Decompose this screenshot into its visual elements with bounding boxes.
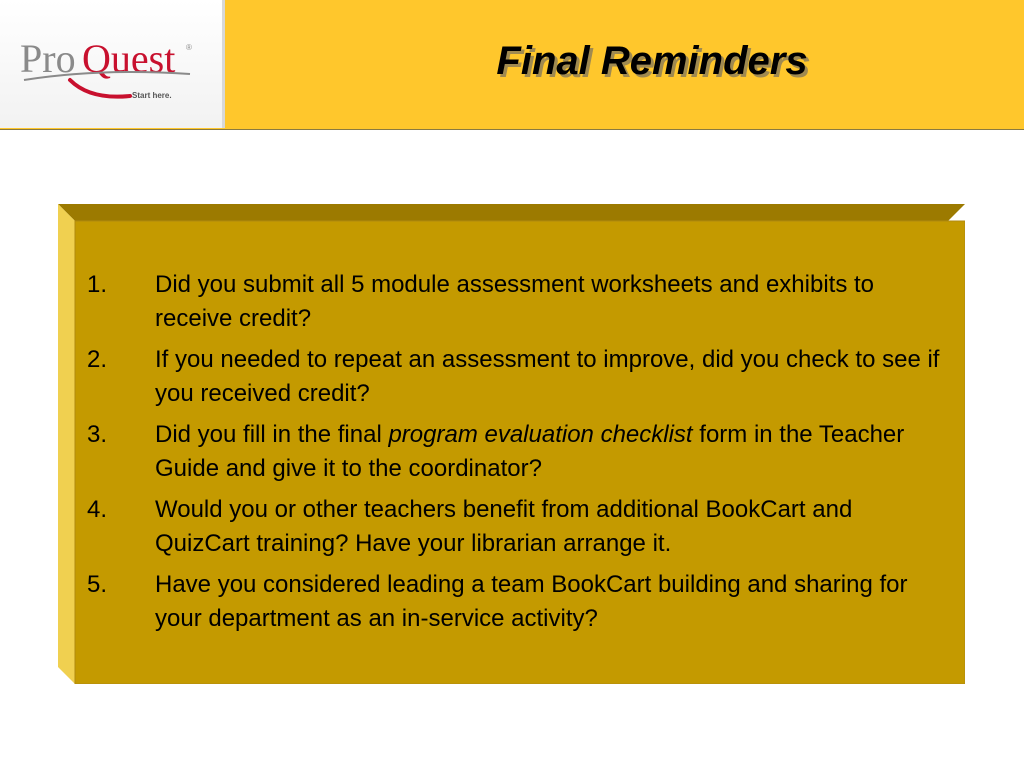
item-number: 4.: [87, 496, 108, 523]
panel-top-bevel: [58, 204, 965, 221]
list-item: [85, 343, 945, 411]
item-text-after: form in the Teacher Guide and give it to the coordinator?: [155, 421, 905, 482]
item-number: 3.: [87, 421, 108, 448]
logo-quest-text: Quest: [82, 36, 176, 81]
item-text-emphasis: program evaluation checklist: [388, 421, 693, 448]
list-item: [85, 568, 945, 636]
list-item: [85, 268, 945, 336]
proquest-logo: [20, 30, 200, 105]
slide-title: Final Reminders: [496, 39, 808, 83]
reminders-list: [85, 268, 945, 643]
slide-header: [0, 0, 1024, 130]
logo-swoosh-red: [70, 80, 130, 97]
logo-registered-mark: ®: [186, 43, 192, 52]
item-number: 5.: [87, 571, 108, 598]
item-number: 2.: [87, 346, 108, 373]
item-text: If you needed to repeat an assessment to improve, did you check to see if you received credit?: [155, 346, 940, 407]
logo-box: [0, 0, 225, 128]
panel-left-bevel: [58, 204, 75, 684]
logo-pro-text: Pro: [20, 36, 76, 81]
list-item: [85, 493, 945, 561]
item-text-before: Did you fill in the final: [155, 421, 389, 448]
logo-tagline: Start here.: [132, 91, 172, 100]
item-text: Would you or other teachers benefit from additional BookCart and QuizCart training? Have your librarian arrange it.: [155, 496, 853, 557]
item-number: 1.: [87, 271, 108, 298]
item-text: Have you considered leading a team BookCart building and sharing for your department as an in-service activity?: [155, 571, 908, 632]
list-item: [85, 418, 945, 486]
item-text: Did you submit all 5 module assessment worksheets and exhibits to receive credit?: [155, 271, 875, 332]
